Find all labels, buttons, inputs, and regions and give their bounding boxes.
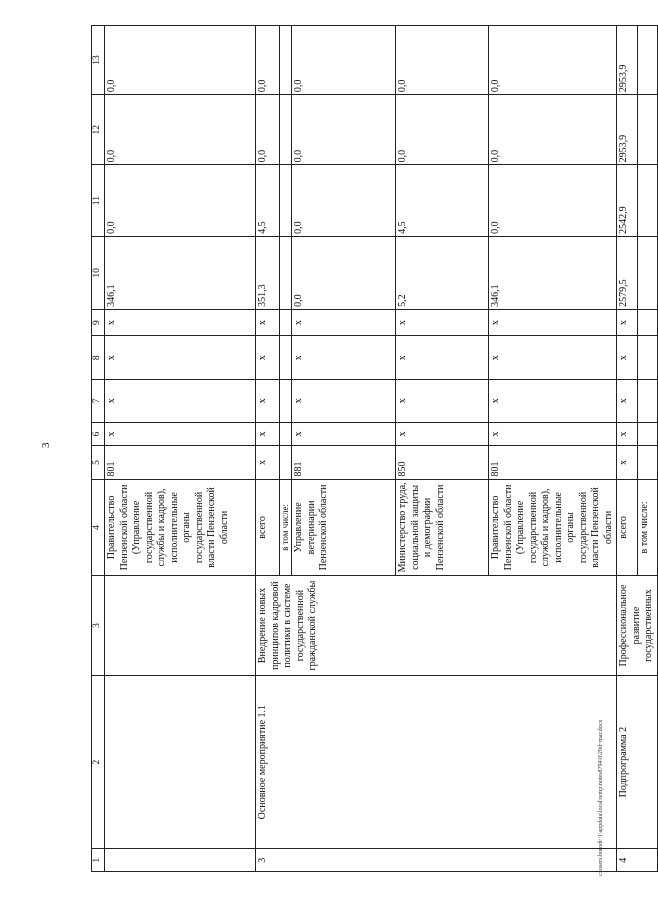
header-cell: 5 xyxy=(92,446,105,479)
cell-code-7: х xyxy=(256,380,280,422)
cell-item-name: Основное мероприятие 1.1 xyxy=(256,675,617,849)
cell-executor: Правительство Пензенской области (Управление государственной службы и кадров), исполнительные органы государственной власти Пензенской области xyxy=(489,479,617,576)
cell-code-6: х xyxy=(489,422,617,446)
footer-file-path: c:\users\borodi~1\appdata\local\temp\notes8794\0\29d~mar.docx xyxy=(598,719,604,876)
cell-amount-10: 0,0 xyxy=(292,236,396,309)
budget-table xyxy=(91,25,658,872)
cell-code-9: х xyxy=(292,309,396,336)
cell-code-7: х xyxy=(617,380,638,422)
cell-amount-10: 5,2 xyxy=(396,236,489,309)
cell-goal xyxy=(105,576,256,675)
cell-code-9 xyxy=(638,309,657,336)
cell-code-8: х xyxy=(105,336,256,380)
cell-grbs-code: х xyxy=(617,446,638,479)
cell-executor: в том числе: xyxy=(638,479,657,576)
cell-code-8: х xyxy=(396,336,489,380)
cell-amount-12 xyxy=(280,95,292,165)
cell-row-number xyxy=(105,849,256,872)
cell-amount-10 xyxy=(638,236,657,309)
cell-amount-13: 0,0 xyxy=(489,26,617,95)
cell-code-6: х xyxy=(396,422,489,446)
cell-grbs-code: 801 xyxy=(105,446,256,479)
cell-amount-13 xyxy=(638,26,657,95)
cell-code-9: х xyxy=(105,309,256,336)
cell-code-7 xyxy=(280,380,292,422)
cell-amount-12: 0,0 xyxy=(105,95,256,165)
cell-amount-12: 0,0 xyxy=(292,95,396,165)
header-cell: 4 xyxy=(92,479,105,576)
cell-code-8: х xyxy=(489,336,617,380)
cell-code-8: х xyxy=(617,336,638,380)
cell-code-9: х xyxy=(617,309,638,336)
cell-grbs-code xyxy=(280,446,292,479)
cell-amount-11: 0,0 xyxy=(489,165,617,237)
cell-amount-13: 0,0 xyxy=(105,26,256,95)
table-row xyxy=(617,26,638,872)
cell-goal: Профессиональное развитие государственных xyxy=(617,576,658,675)
cell-executor: всего xyxy=(617,479,638,576)
cell-amount-12 xyxy=(638,95,657,165)
cell-amount-10 xyxy=(280,236,292,309)
cell-row-number: 4 xyxy=(617,849,658,872)
cell-item-name xyxy=(105,675,256,849)
header-cell: 10 xyxy=(92,236,105,309)
cell-code-8: х xyxy=(256,336,280,380)
cell-item-name: Подпрограмма 2 xyxy=(617,675,658,849)
cell-amount-11: 0,0 xyxy=(292,165,396,237)
cell-amount-13 xyxy=(280,26,292,95)
header-cell: 2 xyxy=(92,675,105,849)
header-cell: 9 xyxy=(92,309,105,336)
cell-amount-10: 2579,5 xyxy=(617,236,638,309)
cell-amount-10: 351,3 xyxy=(256,236,280,309)
cell-grbs-code: 850 xyxy=(396,446,489,479)
header-cell: 11 xyxy=(92,165,105,237)
cell-amount-11: 4,5 xyxy=(396,165,489,237)
cell-amount-11 xyxy=(280,165,292,237)
cell-code-7: х xyxy=(489,380,617,422)
cell-code-9 xyxy=(280,309,292,336)
table-row xyxy=(256,26,280,872)
cell-code-6 xyxy=(638,422,657,446)
cell-goal: Внедрение новых принципов кадровой политики в системе государственной гражданской службы xyxy=(256,576,617,675)
cell-code-6 xyxy=(280,422,292,446)
cell-executor: Управление ветеринарии Пензенской области xyxy=(292,479,396,576)
cell-code-6: х xyxy=(256,422,280,446)
cell-code-8 xyxy=(638,336,657,380)
cell-grbs-code xyxy=(638,446,657,479)
cell-code-6: х xyxy=(292,422,396,446)
cell-grbs-code: 881 xyxy=(292,446,396,479)
cell-code-7: х xyxy=(292,380,396,422)
header-cell: 12 xyxy=(92,95,105,165)
cell-amount-11: 2542,9 xyxy=(617,165,638,237)
header-cell: 7 xyxy=(92,380,105,422)
cell-grbs-code: х xyxy=(256,446,280,479)
cell-amount-12: 0,0 xyxy=(489,95,617,165)
cell-code-7: х xyxy=(396,380,489,422)
cell-code-6: х xyxy=(105,422,256,446)
cell-executor: Министерство труда, социальной защиты и демографии Пензенской области xyxy=(396,479,489,576)
cell-code-7: х xyxy=(105,380,256,422)
header-row xyxy=(92,26,105,872)
cell-code-9: х xyxy=(396,309,489,336)
cell-code-9: х xyxy=(256,309,280,336)
cell-amount-11 xyxy=(638,165,657,237)
cell-code-8 xyxy=(280,336,292,380)
header-cell: 3 xyxy=(92,576,105,675)
cell-executor: в том числе: xyxy=(280,479,292,576)
cell-amount-10: 346,1 xyxy=(105,236,256,309)
cell-executor: Правительство Пензенской области (Управление государственной службы и кадров), исполнительные органы государственной власти Пензенской области xyxy=(105,479,256,576)
page-number: 3 xyxy=(40,442,52,448)
header-cell: 6 xyxy=(92,422,105,446)
cell-code-8: х xyxy=(292,336,396,380)
table-row xyxy=(105,26,256,872)
header-cell: 1 xyxy=(92,849,105,872)
cell-amount-12: 0,0 xyxy=(256,95,280,165)
cell-code-9: х xyxy=(489,309,617,336)
cell-amount-12: 0,0 xyxy=(396,95,489,165)
cell-amount-13: 0,0 xyxy=(292,26,396,95)
cell-executor: всего xyxy=(256,479,280,576)
header-cell: 13 xyxy=(92,26,105,95)
cell-row-number: 3 xyxy=(256,849,617,872)
cell-amount-10: 346,1 xyxy=(489,236,617,309)
cell-amount-13: 2953,9 xyxy=(617,26,638,95)
cell-amount-13: 0,0 xyxy=(256,26,280,95)
header-cell: 8 xyxy=(92,336,105,380)
cell-amount-12: 2953,9 xyxy=(617,95,638,165)
cell-amount-13: 0,0 xyxy=(396,26,489,95)
cell-code-7 xyxy=(638,380,657,422)
cell-amount-11: 4,5 xyxy=(256,165,280,237)
cell-amount-11: 0,0 xyxy=(105,165,256,237)
cell-code-6: х xyxy=(617,422,638,446)
cell-grbs-code: 801 xyxy=(489,446,617,479)
